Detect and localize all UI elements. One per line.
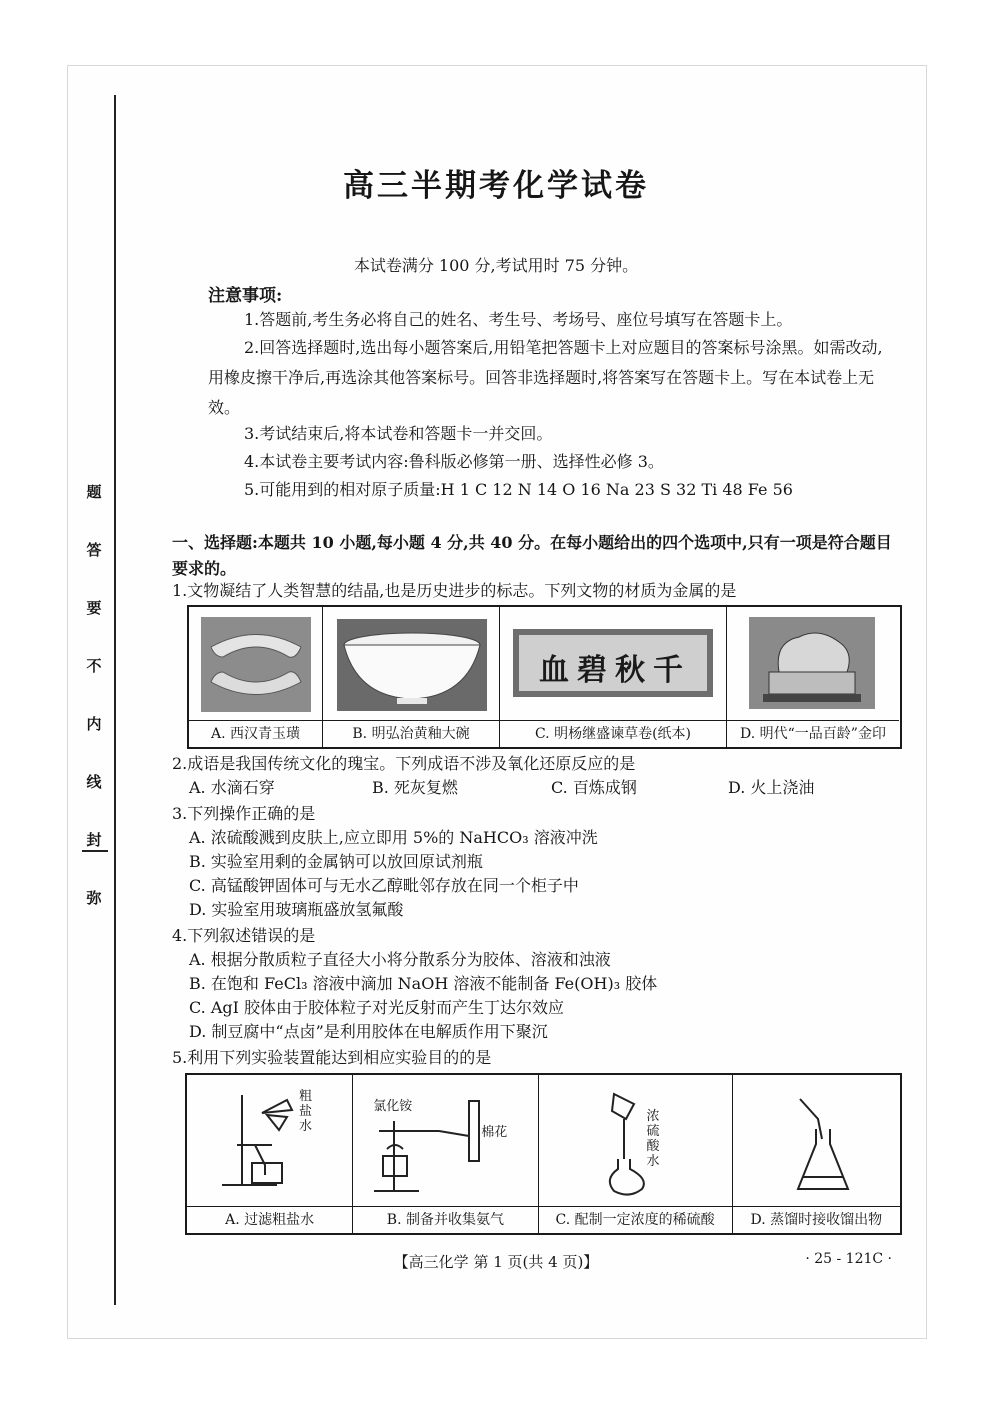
caption-b: B. 制备并收集氨气: [353, 1206, 537, 1233]
question-5-figure: [185, 1073, 902, 1235]
caption-d: D. 蒸馏时接收馏出物: [733, 1206, 900, 1233]
label-a: [299, 1089, 313, 1134]
option-a: A. 浓硫酸溅到皮肤上,应立即用 5%的 NaHCO₃ 溶液冲洗: [189, 828, 598, 847]
apparatus-cell-d: [733, 1075, 900, 1233]
seal-char: 要: [86, 599, 102, 617]
jade-huang-image: [201, 617, 311, 712]
note-item: 3.考试结束后,将本试卷和答题卡一并交回。: [244, 424, 553, 443]
option-b: B. 实验室用剩的金属钠可以放回原试剂瓶: [189, 852, 483, 871]
note-item: 5.可能用到的相对原子质量:H 1 C 12 N 14 O 16 Na 23 S 32 Ti 48 Fe 56: [244, 480, 793, 499]
option-c: C. AgI 胶体由于胶体粒子对光反射而产生丁达尔效应: [189, 998, 565, 1017]
figure-cell-b: [323, 607, 500, 747]
seal-dash: [82, 850, 108, 852]
caption-a: A. 过滤粗盐水: [187, 1206, 352, 1233]
question-5-stem: 5.利用下列实验装置能达到相应实验目的的是: [172, 1048, 492, 1067]
note-item: 2.回答选择题时,选出每小题答案后,用铅笔把答题卡上对应题目的答案标号涂黑。如需改动,用橡皮擦干净后,再选涂其他答案标号。回答非选择题时,将答案写在答题卡上。写在本试卷上无效。: [208, 338, 883, 417]
notes-heading: 注意事项:: [208, 286, 283, 306]
seal-char: 题: [86, 483, 102, 501]
caption-b: B. 明弘治黄釉大碗: [323, 720, 499, 747]
seal-char: 不: [86, 657, 102, 675]
label-char: 粗: [299, 1089, 313, 1104]
apparatus-cell-a: [187, 1075, 353, 1233]
page-title: 高三半期考化学试卷: [343, 168, 649, 204]
question-1-stem: 1.文物凝结了人类智慧的结晶,也是历史进步的标志。下列文物的材质为金属的是: [172, 581, 737, 600]
label-b2: 棉花: [481, 1125, 508, 1140]
option-b: B. 死灰复燃: [372, 778, 458, 797]
option-a: A. 水滴石穿: [189, 778, 275, 797]
option-c: C. 百炼成钢: [551, 778, 637, 797]
figure-cell-c: [500, 607, 727, 747]
caption-c: C. 配制一定浓度的稀硫酸: [539, 1206, 732, 1233]
seal-char: 封: [86, 831, 102, 849]
distillation-receiver-image: [788, 1089, 868, 1199]
label-c: [647, 1109, 661, 1169]
caption-c: C. 明杨继盛谏草卷(纸本): [500, 720, 726, 747]
exam-code: · 25 - 121C ·: [805, 1251, 892, 1267]
label-char: 浓: [646, 1109, 660, 1124]
question-2-stem: 2.成语是我国传统文化的瑰宝。下列成语不涉及氧化还原反应的是: [172, 754, 636, 773]
figure-cell-a: [189, 607, 323, 747]
scroll-text: 千秋碧血: [539, 653, 691, 688]
note-item: 4.本试卷主要考试内容:鲁科版必修第一册、选择性必修 3。: [244, 452, 664, 471]
option-c: C. 高锰酸钾固体可与无水乙醇毗邻存放在同一个柜子中: [189, 876, 579, 895]
seal-char: 答: [86, 541, 102, 559]
apparatus-cell-b: [353, 1075, 538, 1233]
apparatus-cell-c: [539, 1075, 733, 1233]
label-char: 水: [299, 1119, 313, 1134]
figure-cell-d: [727, 607, 899, 747]
gold-seal-image: [749, 617, 875, 709]
option-d: D. 制豆腐中“点卤”是利用胶体在电解质作用下聚沉: [189, 1022, 548, 1041]
seal-char: 弥: [86, 889, 102, 907]
question-4-stem: 4.下列叙述错误的是: [172, 926, 316, 945]
caption-d: D. 明代“一品百龄”金印: [727, 720, 899, 747]
label-char: 硫: [646, 1124, 660, 1139]
option-b: B. 在饱和 FeCl₃ 溶液中滴加 NaOH 溶液不能制备 Fe(OH)₃ 胶体: [189, 974, 658, 993]
question-1-figure: [187, 605, 902, 749]
section-heading: 一、选择题:本题共 10 小题,每小题 4 分,共 40 分。在每小题给出的四个选项中,只有一项是符合题目要求的。: [172, 533, 892, 578]
filtration-apparatus-image: [217, 1085, 307, 1195]
option-a: A. 根据分散质粒子直径大小将分散系分为胶体、溶液和浊液: [189, 950, 611, 969]
seal-char: 内: [86, 715, 102, 733]
seal-char: 线: [86, 773, 102, 791]
caption-a: A. 西汉青玉璜: [189, 720, 322, 747]
page-footer: 【高三化学 第 1 页(共 4 页)】: [393, 1253, 599, 1271]
option-d: D. 实验室用玻璃瓶盛放氢氟酸: [189, 900, 404, 919]
dilution-apparatus-image: [594, 1089, 674, 1199]
seal-margin-text: [84, 482, 104, 946]
label-b1: 氯化铵: [373, 1099, 413, 1114]
label-char: 酸: [646, 1139, 660, 1154]
question-3-stem: 3.下列操作正确的是: [172, 804, 316, 823]
label-char: 盐: [299, 1104, 313, 1119]
option-d: D. 火上浇油: [728, 778, 815, 797]
note-item: 1.答题前,考生务必将自己的姓名、考生号、考场号、座位号填写在答题卡上。: [244, 310, 793, 329]
binding-line: [114, 95, 116, 1305]
exam-info: 本试卷满分 100 分,考试用时 75 分钟。: [353, 256, 639, 275]
bowl-image: [337, 619, 487, 711]
label-char: 水: [646, 1154, 660, 1169]
